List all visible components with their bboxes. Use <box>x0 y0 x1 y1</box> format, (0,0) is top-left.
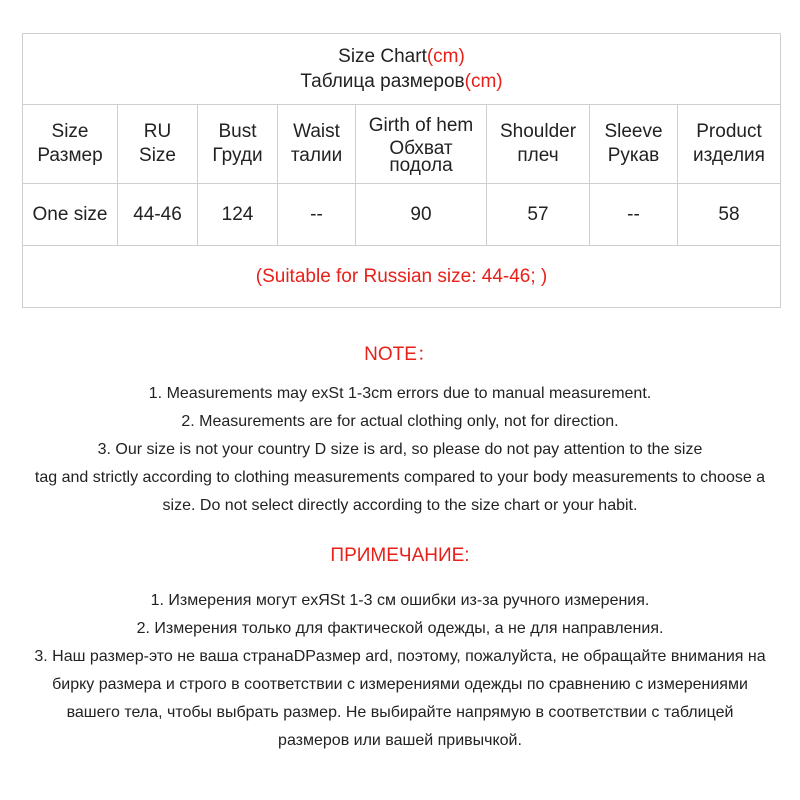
note-line-ru: 1. Измерения могут exЯSt 1-3 см ошибки из-за ручного измерения. <box>150 592 650 609</box>
unit-label: (cm) <box>464 71 503 92</box>
cell-ru-size: 44-46 <box>118 184 198 246</box>
cell-size: One size <box>23 184 118 246</box>
note-line-ru: 3. Наш размер-это не ваша странаDPазмер ard, поэтому, пожалуйста, не обращайте внимания на <box>34 648 766 665</box>
cell-girth-of-hem: 90 <box>356 184 487 246</box>
header-bust: Bust Груди <box>198 105 278 184</box>
size-chart-table <box>22 33 781 308</box>
note-line-ru: вашего тела, чтобы выбрать размер. Не выбирайте напрямую в соответствии с таблицей <box>66 704 734 721</box>
note-heading-ru: ПРИМЕЧАНИЕ: <box>330 545 470 566</box>
header-size: Size Размер <box>23 105 118 184</box>
table-title-en: Size Chart(cm) <box>338 46 465 67</box>
note-line: 3. Our size is not your country D size is ard, so please do not pay attention to the size <box>97 441 703 458</box>
header-ru-size: RU Size <box>118 105 198 184</box>
unit-label: (cm) <box>426 46 465 67</box>
note-line: size. Do not select directly according to the size chart or your habit. <box>162 497 638 514</box>
cell-product: 58 <box>678 184 781 246</box>
header-girth-of-hem: Girth of hem Обхват подола <box>356 105 487 184</box>
note-line-ru: размеров или вашей привычкой. <box>278 732 522 749</box>
notes-english <box>0 343 800 520</box>
table-title-cell <box>23 34 781 105</box>
note-line: 1. Measurements may exSt 1-3cm errors due to manual measurement. <box>148 385 652 402</box>
suitable-size-note: (Suitable for Russian size: 44-46; ) <box>255 265 548 287</box>
header-row <box>23 105 781 184</box>
note-heading: NOTE： <box>364 344 436 365</box>
header-product: Product изделия <box>678 105 781 184</box>
cell-bust: 124 <box>198 184 278 246</box>
note-line-ru: бирку размера и строго в соответствии с измерениями одежды по сравнению с измерениями <box>52 676 748 693</box>
cell-waist: -- <box>278 184 356 246</box>
note-line: 2. Measurements are for actual clothing only, not for direction. <box>181 413 619 430</box>
suitable-size-row <box>23 246 781 308</box>
table-title-ru: Таблица размеров(cm) <box>300 71 503 92</box>
cell-sleeve: -- <box>590 184 678 246</box>
header-waist: Waist талии <box>278 105 356 184</box>
header-sleeve: Sleeve Рукав <box>590 105 678 184</box>
header-shoulder: Shoulder плеч <box>487 105 590 184</box>
cell-shoulder: 57 <box>487 184 590 246</box>
notes-russian <box>0 544 800 755</box>
note-line: tag and strictly according to clothing measurements compared to your body measurements to choose a <box>34 469 766 486</box>
note-line-ru: 2. Измерения только для фактической одежды, а не для направления. <box>136 620 664 637</box>
table-row <box>23 184 781 246</box>
